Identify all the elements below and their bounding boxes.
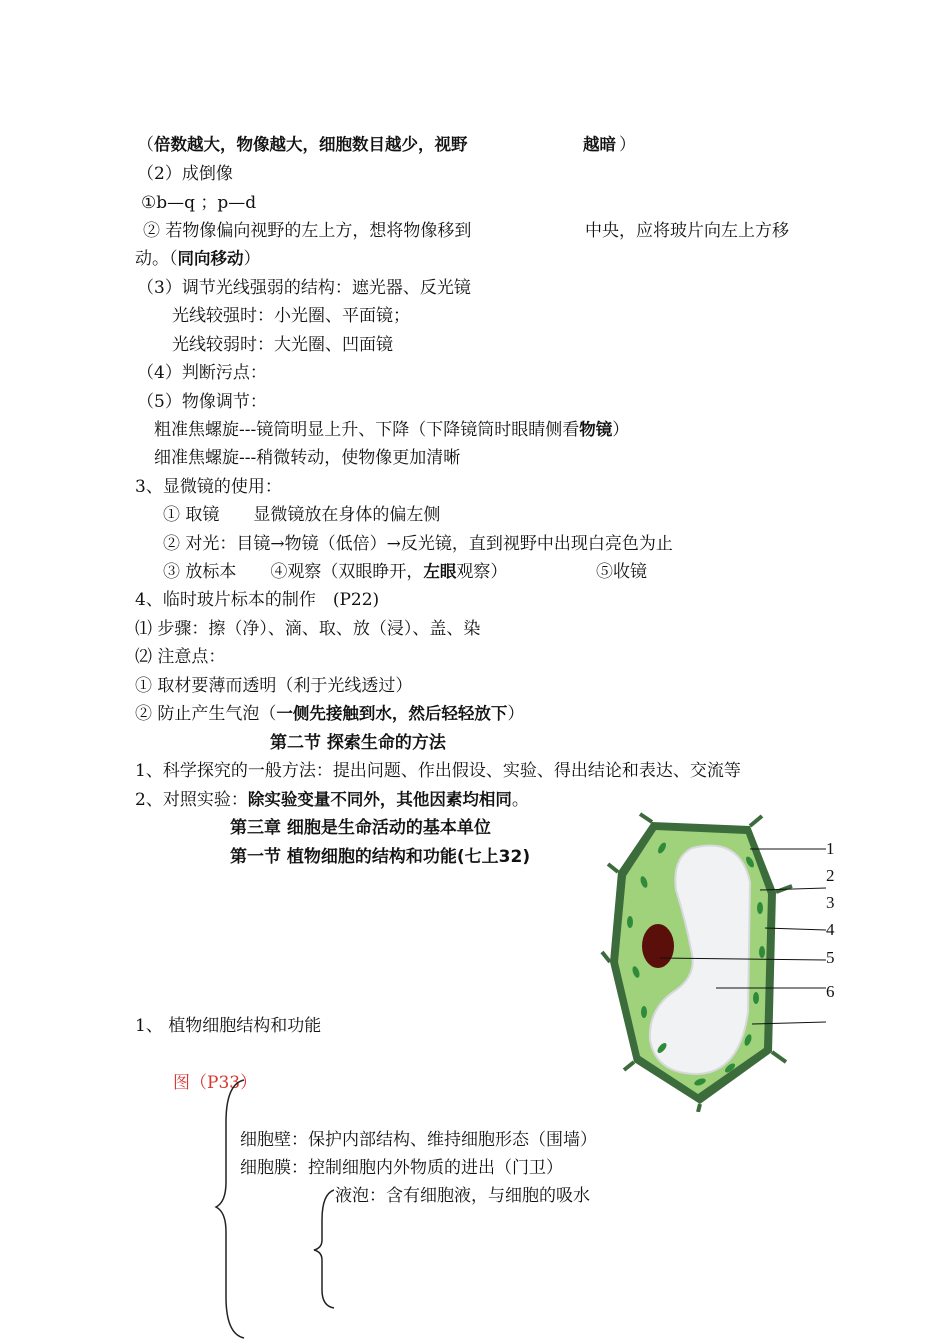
figure-label-4: 4	[826, 920, 835, 939]
small-brace	[310, 1184, 340, 1314]
text-line-4a: ② 若物像偏向视野的左上方，想将物像移到	[143, 221, 472, 241]
text-line-9: （4）判断污点：	[137, 363, 267, 383]
text-line-7: 光线较强时：小光圈、平面镜；	[172, 306, 410, 326]
text-line-17: 4、临时玻片标本的制作 (P22)	[135, 590, 380, 610]
line24-start: 2、对照实验：	[135, 790, 248, 810]
left-eye-bold: 左眼	[423, 562, 457, 581]
text-line-1	[137, 134, 636, 156]
same-direction-move: 同向移动	[177, 249, 244, 268]
text-line-4b: 中央，应将玻片向左上方移	[585, 221, 789, 241]
text-line-14: ① 取镜 显微镜放在身体的偏左侧	[163, 505, 441, 525]
figure-label-2: 2	[826, 866, 835, 885]
text-line-16d: ⑤收镜	[596, 562, 647, 582]
bubble-tip-bold: 一侧先接触到水，然后轻轻放下	[276, 704, 508, 723]
darker-note: 越暗	[583, 135, 616, 154]
text-line-24	[135, 789, 529, 811]
text-line-13: 3、显微镜的使用：	[135, 477, 282, 497]
text-line-19: ⑵ 注意点：	[135, 647, 226, 667]
line21-end: ）	[507, 704, 525, 724]
figure-label-5: 5	[826, 948, 835, 967]
control-experiment-bold: 除实验变量不同外，其他因素均相同	[247, 790, 512, 809]
chapter-heading-3: 第三章 细胞是生命活动的基本单位	[230, 818, 491, 838]
text-line-20: ① 取材要薄而透明（利于光线透过）	[135, 676, 413, 696]
cell-wall-desc: 细胞壁：保护内部结构、维持细胞形态（围墙）	[240, 1130, 597, 1150]
text-line-11	[154, 419, 629, 441]
section-heading-2: 第二节 探索生命的方法	[270, 733, 446, 753]
magnification-note: 倍数越大，物像越大，细胞数目越少，视野	[154, 135, 468, 154]
line21-start: ② 防止产生气泡（	[135, 704, 277, 724]
paren-close: ）	[619, 135, 636, 155]
text-line-18: ⑴ 步骤：擦（净）、滴、取、放（浸）、盖、染	[135, 619, 481, 639]
text-line-6: （3）调节光线强弱的结构：遮光器、反光镜	[137, 278, 471, 298]
figure-label-1: 1	[826, 839, 835, 858]
line11-end: ）	[612, 420, 630, 440]
text-line-12: 细准焦螺旋---稍微转动，使物像更加清晰	[154, 448, 461, 468]
text-line-16	[163, 561, 507, 583]
figure-label-6: 6	[826, 982, 835, 1001]
text-line-27: 1、 植物细胞结构和功能	[135, 1016, 322, 1036]
line16-mid: 观察）	[456, 562, 508, 582]
nucleus-shape	[642, 924, 674, 968]
figure-ref: 图（P33）	[173, 1073, 258, 1093]
vacuole-desc: 液泡：含有细胞液，与细胞的吸水	[335, 1186, 590, 1206]
paren-open: （	[137, 135, 154, 155]
text-line-15: ② 对光：目镜→物镜（低倍）→反光镜，直到视野中出现白亮色为止	[163, 534, 673, 554]
figure-label-3: 3	[826, 893, 835, 912]
plant-cell-diagram	[600, 812, 840, 1112]
coarse-focus-text: 粗准焦螺旋---镜筒明显上升、下降（下降镜筒时眼睛侧看	[154, 420, 580, 440]
line5-start: 动。（	[135, 249, 178, 269]
cell-membrane-desc: 细胞膜：控制细胞内外物质的进出（门卫）	[240, 1158, 563, 1178]
text-line-23: 1、科学探究的一般方法：提出问题、作出假设、实验、得出结论和表达、交流等	[135, 761, 741, 781]
text-line-8: 光线较弱时：大光圈、凹面镜	[172, 335, 393, 355]
section-heading-1: 第一节 植物细胞的结构和功能(七上32)	[230, 847, 531, 867]
text-line-5	[135, 248, 261, 270]
text-line-3: ①b—q ；p—d	[141, 193, 257, 213]
text-line-10: （5）物像调节：	[137, 392, 267, 412]
line5-end: ）	[243, 249, 261, 269]
large-brace	[212, 1072, 252, 1342]
objective-lens-bold: 物镜	[579, 420, 613, 439]
line16-start: ③ 放标本 ④观察（双眼睁开，	[163, 562, 424, 582]
line24-end: 。	[511, 790, 529, 810]
text-line-2: （2）成倒像	[137, 164, 233, 184]
text-line-21	[135, 703, 524, 725]
